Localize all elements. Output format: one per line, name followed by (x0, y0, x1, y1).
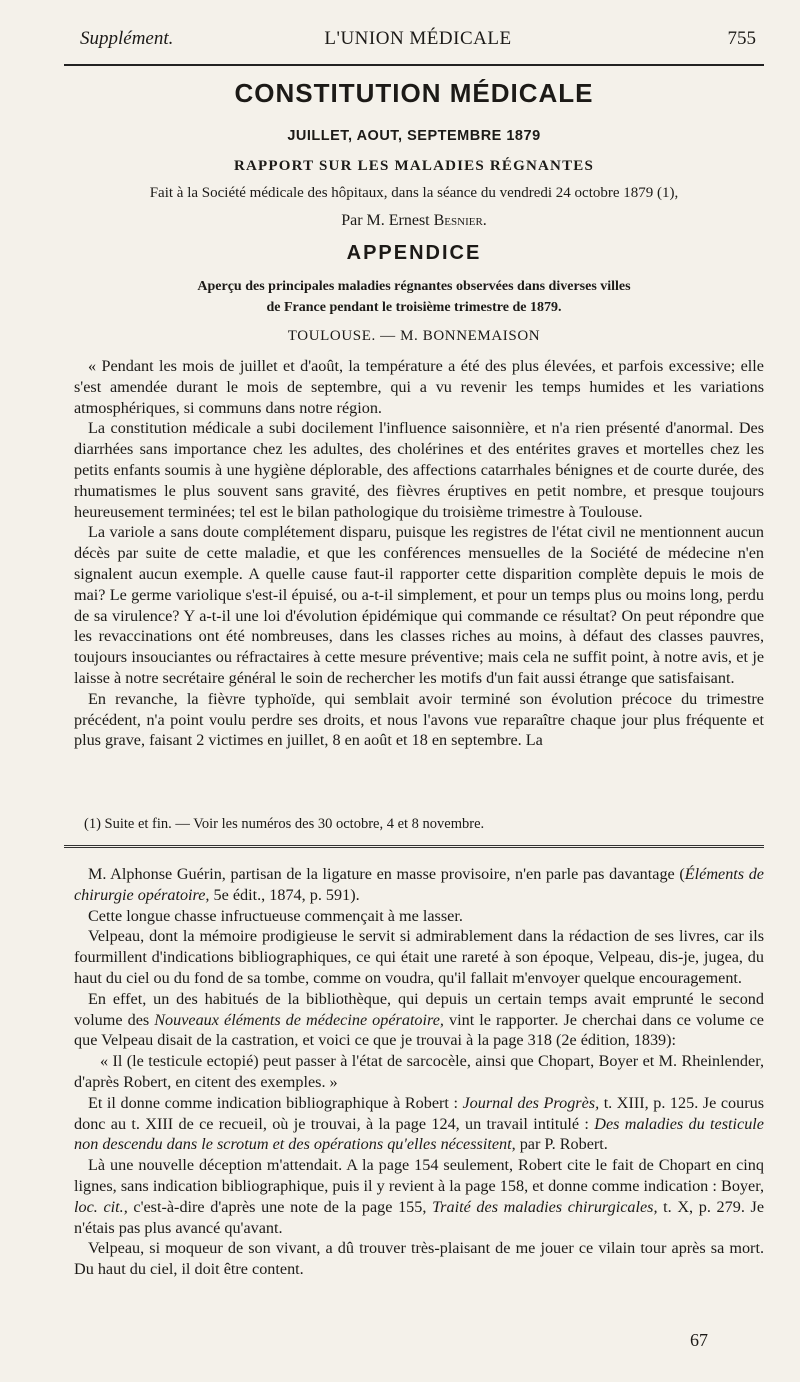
paragraph (74, 1155, 764, 1238)
report-title: RAPPORT SUR LES MALADIES RÉGNANTES (233, 158, 595, 174)
italic-title: Traité des maladies chirurgicales, (432, 1197, 658, 1216)
article-dates: JUILLET, AOUT, SEPTEMBRE 1879 (287, 128, 541, 144)
header-rule (64, 64, 764, 66)
paragraph: La variole a sans doute complétement disparu, puisque les registres de l'état civil ne mentionnent aucun décès par suite de cette maladie, et que les conférences mensuelles de la Société de médecine n'en signalent aucun exemple. A quelle cause faut-il rapporter cette disparition complète depuis le mois de mai? Le germe variolique s'est-il épuisé, ou a-t-il simplement, et pour un temps plus ou moins long, perdu de sa virulence? Y a-t-il une loi d'évolution épidémique qui commande ce résultat? On peut répondre que les revaccinations ont été nombreuses, dans les classes riches au moins, à défaut des classes pauvres, toujours insouciantes ou réfractaires à cette mesure préventive; mais cela ne suffit point, à notre avis, et je laisse à notre secrétaire général le soin de rechercher les motifs d'un fait aussi étrange que satisfaisant. (74, 523, 764, 687)
feuilleton-body (74, 864, 764, 1280)
byline-prefix: Par M. Ernest (341, 212, 430, 229)
paragraph (74, 989, 764, 1051)
text-run: c'est-à-dire d'après une note de la page 155, (127, 1197, 433, 1216)
paragraph: En revanche, la fièvre typhoïde, qui semblait avoir terminé son évolution précoce du trimestre précédent, n'a point voulu perdre ses droits, et nous l'avons vue reparaître chaque jour plus fréquente et plus grave, faisant 2 victimes en juillet, 8 en août et 18 en septembre. La (74, 689, 764, 750)
paragraph: « Pendant les mois de juillet et d'août, la température a été des plus élevées, et parfois excessive; elle s'est amendée durant le mois de septembre, qui a vu revenir les temps humides et les variations atmosphériques, si communs dans notre région. (74, 357, 764, 417)
quotation: « Il (le testicule ectopié) peut passer à l'état de sarcocèle, ainsi que Chopart, Boyer et M. Rheinlender, d'après Robert, en citent des exemples. » (74, 1052, 764, 1091)
appendix-subheading-line1: Aperçu des principales maladies régnantes observées dans diverses villes (197, 279, 631, 294)
text-run: En effet, un des habitués de la bibliothèque, qui depuis un certain temps avait emprunté le second volume des (74, 989, 764, 1029)
running-head-section: Supplément. (80, 28, 174, 49)
appendix-subheading-line2: de France pendant le troisième trimestre de 1879. (266, 300, 562, 315)
article-body (74, 356, 764, 751)
feuilleton-separator (64, 845, 764, 848)
italic-title: Nouveaux éléments de médecine opératoire, (154, 1010, 444, 1029)
italic-title: Éléments de chirurgie opératoire, (74, 865, 764, 904)
paragraph: Velpeau, dont la mémoire prodigieuse le servit si admirablement dans la rédaction de ses livres, car ils fourmillent d'indications bibliographiques, ce qui était une rareté à son époque, Velpeau, dis-je, jugea, du haut du ciel ou du fond de sa tombe, comme on voudra, qu'il fallait m'envoyer quelque encouragement. (74, 927, 764, 987)
text-run: t. X, p. 279. Je n'étais pas plus avancé qu'avant. (74, 1197, 765, 1237)
italic-title: Des maladies du testicule non descendu dans le scrotum et des opérations qu'elles nécessitent, (74, 1114, 764, 1154)
section-heading: TOULOUSE. — M. BONNEMAISON (287, 328, 541, 344)
text-run: 5e édit., 1874, p. 591). (209, 885, 360, 904)
text-run: Là une nouvelle déception m'attendait. A la page 154 seulement, Robert cite le fait de Chopart en cinq lignes, sans indication bibliographique, puis il y revient à la page 158, et donne comme indication : Boyer, (74, 1156, 764, 1195)
italic-title: Journal des Progrès, (462, 1093, 600, 1112)
text-run: par P. Robert. (515, 1135, 608, 1154)
journal-title: L'UNION MÉDICALE (324, 28, 512, 49)
author-name: Besnier. (433, 212, 487, 229)
paragraph (74, 1093, 764, 1155)
session-note: Fait à la Société médicale des hôpitaux, dans la séance du vendredi 24 octobre 1879 (1), (149, 185, 679, 201)
signature-folio: 67 (690, 1330, 708, 1350)
appendix-heading: APPENDICE (346, 242, 482, 264)
byline (64, 212, 764, 230)
text-run: t. XIII, p. 125. Je courus donc au t. XIII de ce recueil, où je trouvai, à la page 124, un travail intitulé : (74, 1093, 764, 1133)
text-run: vint le rapporter. Je cherchai dans ce volume ce que Velpeau disait de la castration, et voici ce que je trouvai à la page 318 (2e édition, 1839): (74, 1010, 764, 1050)
article-title: CONSTITUTION MÉDICALE (234, 78, 594, 108)
paragraph: Cette longue chasse infructueuse commençait à me lasser. (88, 906, 463, 925)
page-number: 755 (727, 28, 756, 49)
italic-title: loc. cit., (74, 1197, 128, 1216)
text-run: M. Alphonse Guérin, partisan de la ligature en masse provisoire, n'en parle pas davantage ( (88, 865, 685, 883)
text-run: Et il donne comme indication bibliographique à Robert : (88, 1093, 463, 1112)
paragraph (74, 864, 764, 906)
running-head (80, 28, 756, 56)
appendix-subheading (64, 276, 764, 318)
paragraph: Velpeau, si moqueur de son vivant, a dû trouver très-plaisant de me jouer ce vilain tour après sa mort. Du haut du ciel, il doit être content. (74, 1239, 764, 1279)
paragraph: La constitution médicale a subi docilement l'influence saisonnière, et n'a rien présenté d'anormal. Des diarrhées sans importance chez les adultes, des cholérines et des entérites graves et mortelles chez les petits enfants soumis à une hygiène déplorable, des affections catarrhales bénignes et de courte durée, des rhumatismes le plus souvent sans gravité, des fièvres éruptives en petit nombre, et presque toujours heureusement terminées; tel est le bilan pathologique du troisième trimestre à Toulouse. (74, 419, 764, 521)
footnote: (1) Suite et fin. — Voir les numéros des 30 octobre, 4 et 8 novembre. (84, 816, 485, 832)
